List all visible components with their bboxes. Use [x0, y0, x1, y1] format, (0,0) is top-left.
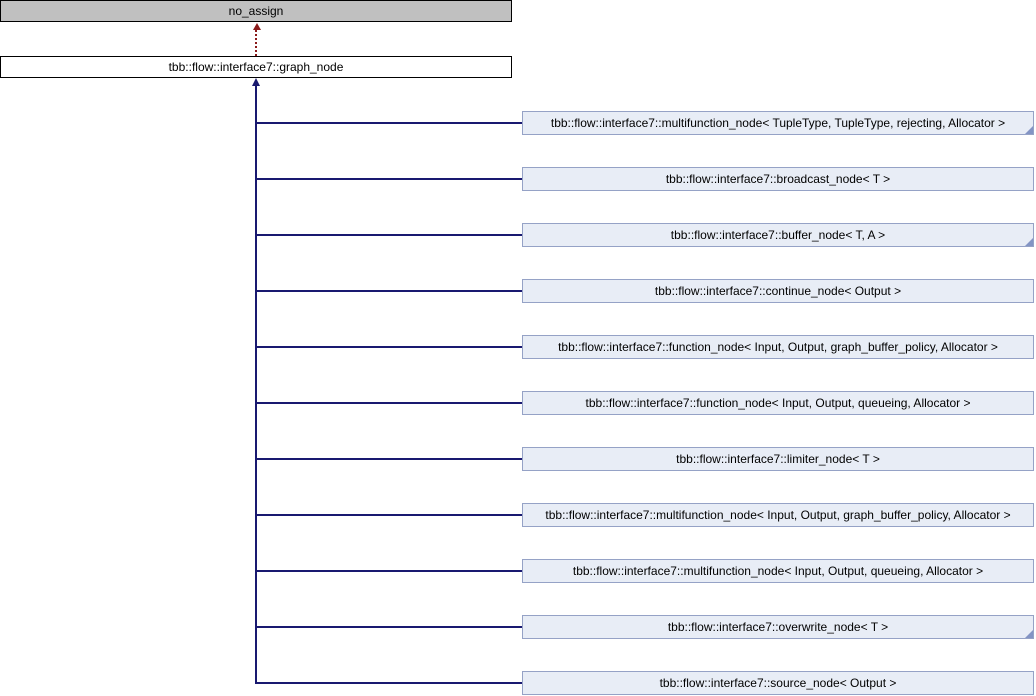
class-label: tbb::flow::interface7::multifunction_node< Input, Output, graph_buffer_policy, Allocator > [545, 508, 1011, 522]
inheritance-branch-line [255, 178, 523, 180]
class-label: tbb::flow::interface7::overwrite_node< T > [667, 620, 889, 634]
inheritance-branch-line [255, 290, 523, 292]
class-node-graph-node[interactable]: tbb::flow::interface7::graph_node [0, 56, 512, 78]
inheritance-branch-line [255, 682, 523, 684]
truncated-corner-icon [1025, 630, 1033, 638]
inheritance-branch-line [255, 570, 523, 572]
class-node-continue-node[interactable] [522, 279, 1034, 303]
inheritance-branch-line [255, 458, 523, 460]
class-label: tbb::flow::interface7::multifunction_node< Input, Output, queueing, Allocator > [572, 564, 984, 578]
class-node-broadcast-node[interactable] [522, 167, 1034, 191]
class-label: tbb::flow::interface7::buffer_node< T, A > [670, 228, 886, 242]
class-node-function-node-queueing[interactable] [522, 391, 1034, 415]
inheritance-branch-line [255, 122, 523, 124]
private-inheritance-edge [255, 30, 257, 56]
class-label: tbb::flow::interface7::continue_node< Output > [654, 284, 902, 298]
inheritance-branch-line [255, 402, 523, 404]
class-label: tbb::flow::interface7::limiter_node< T > [676, 452, 880, 466]
private-inheritance-arrowhead-icon [253, 23, 261, 30]
class-node-no-assign[interactable]: no_assign [0, 0, 512, 22]
class-label: tbb::flow::interface7::function_node< Input, Output, queueing, Allocator > [585, 396, 971, 410]
truncated-corner-icon [1025, 238, 1033, 246]
inheritance-branch-line [255, 234, 523, 236]
class-label: tbb::flow::interface7::function_node< Input, Output, graph_buffer_policy, Allocator > [558, 340, 998, 354]
class-node-limiter-node[interactable] [522, 447, 1034, 471]
class-label: tbb::flow::interface7::multifunction_node< TupleType, TupleType, rejecting, Allocator > [550, 116, 1006, 130]
class-label: tbb::flow::interface7::source_node< Output > [659, 676, 897, 690]
inheritance-branch-line [255, 626, 523, 628]
class-node-overwrite-node[interactable] [522, 615, 1034, 639]
inheritance-branch-line [255, 346, 523, 348]
class-node-source-node[interactable] [522, 671, 1034, 695]
class-node-multifunction-node-queueing[interactable] [522, 559, 1034, 583]
class-node-function-node-graph-buffer-policy[interactable] [522, 335, 1034, 359]
public-inheritance-arrowhead-icon [252, 78, 260, 86]
inheritance-branch-line [255, 514, 523, 516]
class-label: tbb::flow::interface7::broadcast_node< T > [665, 172, 891, 186]
class-node-multifunction-node-graph-buffer-policy[interactable] [522, 503, 1034, 527]
class-node-buffer-node[interactable] [522, 223, 1034, 247]
inheritance-trunk-line [255, 86, 257, 684]
truncated-corner-icon [1025, 126, 1033, 134]
class-node-multifunction-node-rejecting[interactable] [522, 111, 1034, 135]
